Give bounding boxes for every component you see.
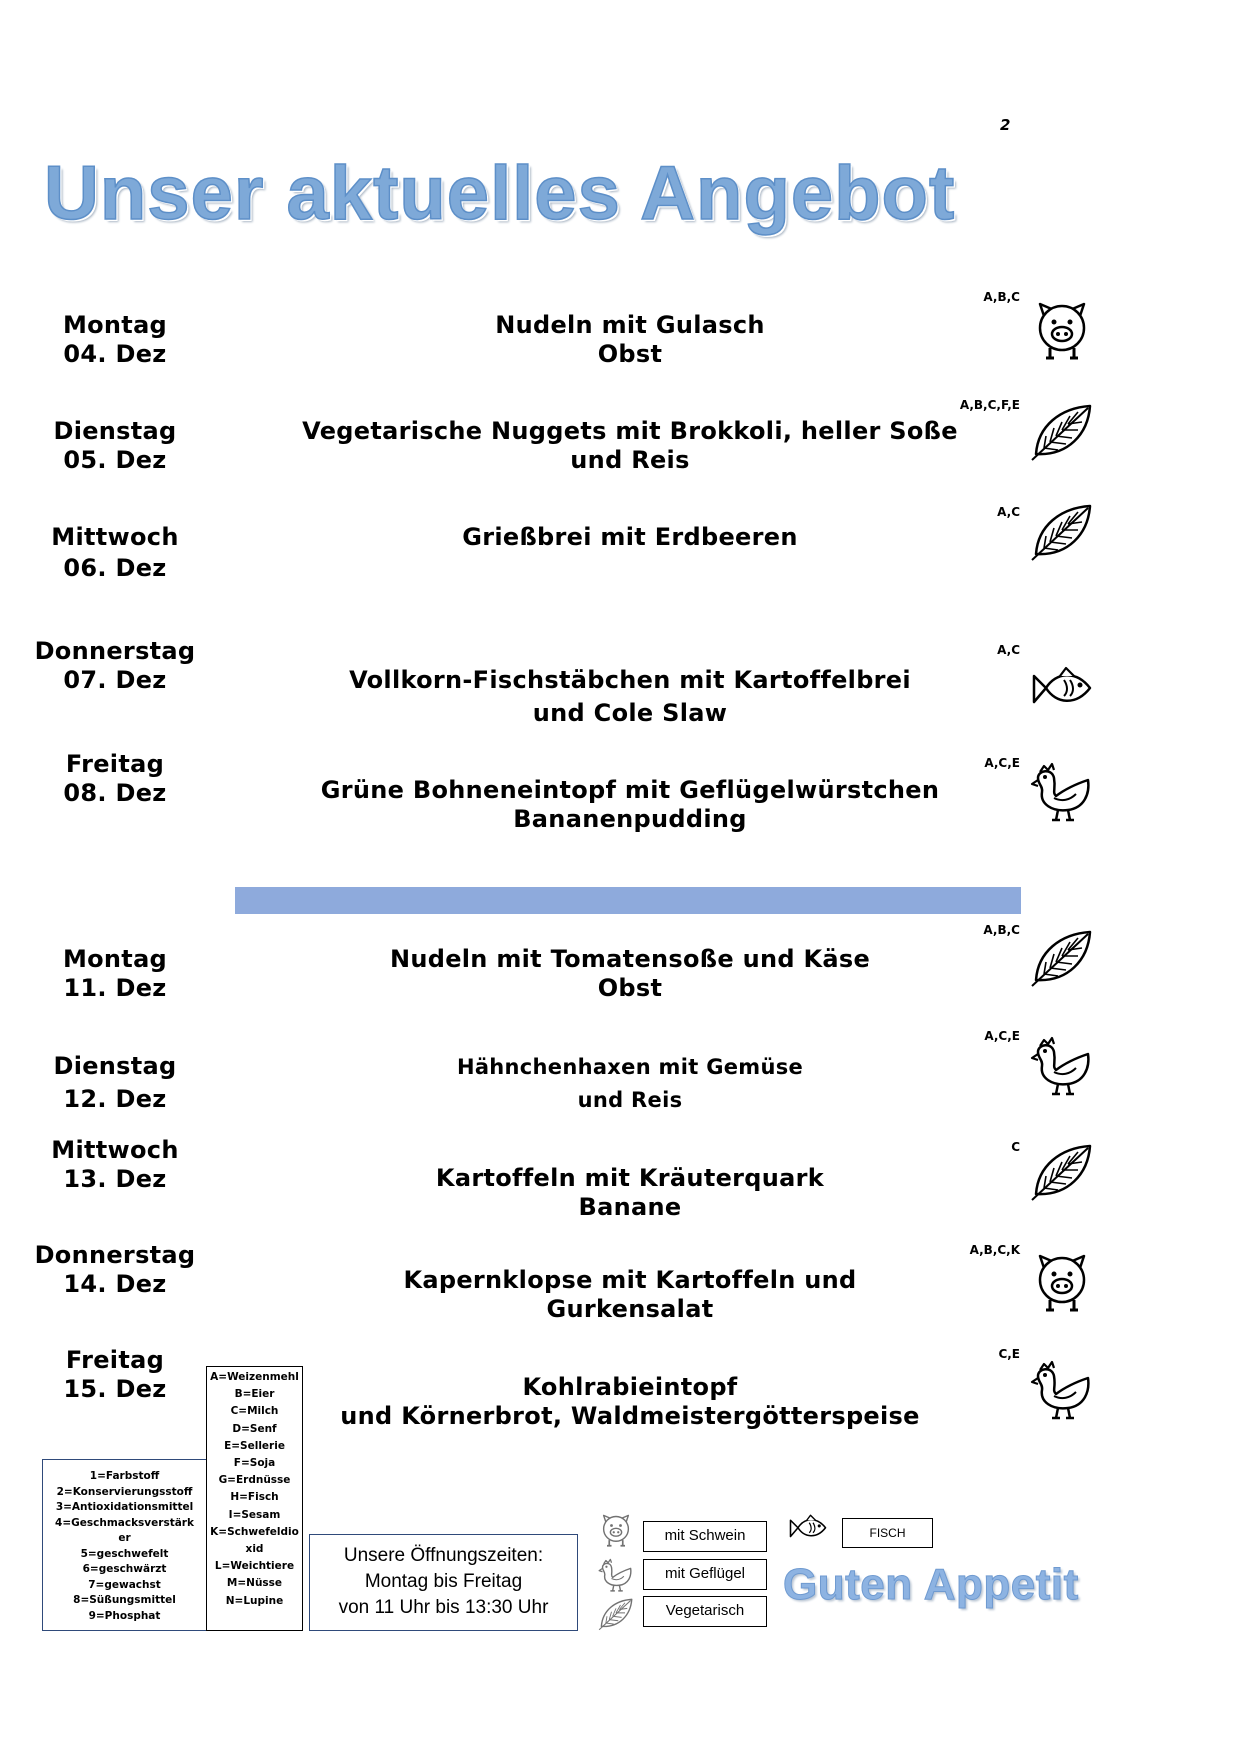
allergen-item: N=Lupine <box>225 1594 284 1607</box>
meal-line: Obst <box>597 974 663 1002</box>
allergens-legend <box>206 1366 303 1631</box>
menu-meal <box>270 776 990 834</box>
day-date: 05. Dez <box>63 446 167 474</box>
day-date: 13. Dez <box>63 1165 167 1193</box>
additive-item: 9=Phosphat <box>88 1609 161 1622</box>
hours-days: Montag bis Freitag <box>364 1571 523 1592</box>
day-name: Freitag <box>65 750 165 778</box>
allergen-codes: A,B,C,F,E <box>959 398 1020 412</box>
allergen-item: xid <box>245 1543 264 1556</box>
meal-line: und Reis <box>570 446 690 474</box>
key-fish: FISCH <box>842 1518 933 1548</box>
leaf-icon <box>598 1596 634 1632</box>
meal-line: Grüne Bohneneintopf mit Geflügelwürstchen <box>320 776 940 804</box>
menu-meal <box>270 311 990 369</box>
menu-meal <box>270 1164 990 1222</box>
menu-day <box>0 750 230 808</box>
additive-item: 1=Farbstoff <box>89 1470 160 1482</box>
allergen-item: A=Weizenmehl <box>210 1371 299 1383</box>
day-name: Dienstag <box>53 1052 177 1080</box>
hours-time: von 11 Uhr bis 13:30 Uhr <box>338 1597 549 1618</box>
allergen-item: K=Schwefeldio <box>210 1525 299 1538</box>
day-date: 08. Dez <box>63 779 167 807</box>
meal-line: Bananenpudding <box>513 805 747 833</box>
meal-line: Grießbrei mit Erdbeeren <box>462 523 798 551</box>
additive-item: 5=geschwefelt <box>80 1547 169 1560</box>
allergen-item: G=Erdnüsse <box>218 1474 291 1487</box>
additive-item: 7=gewachst <box>88 1578 161 1591</box>
meal-line: Gurkensalat <box>546 1295 714 1323</box>
day-name: Mittwoch <box>51 523 179 551</box>
allergen-codes: A,C <box>997 643 1020 657</box>
day-name: Freitag <box>65 1346 165 1374</box>
day-date: 12. Dez <box>63 1085 167 1113</box>
hours-heading: Unsere Öffnungszeiten: <box>343 1545 544 1566</box>
chicken-icon <box>1030 1356 1094 1420</box>
fish-icon <box>784 1509 832 1549</box>
allergen-codes: C,E <box>998 1347 1020 1361</box>
pig-icon <box>1030 1250 1094 1314</box>
menu-day <box>0 1346 230 1404</box>
menu-meal <box>270 1266 990 1324</box>
meal-line: Kohlrabieintopf <box>522 1373 738 1401</box>
meal-line: und Körnerbrot, Waldmeistergötterspeise <box>340 1402 920 1430</box>
day-date: 11. Dez <box>63 974 167 1002</box>
meal-line: Vollkorn-Fischstäbchen mit Kartoffelbrei <box>349 666 911 694</box>
allergen-item: I=Sesam <box>228 1508 281 1521</box>
leaf-icon <box>1030 500 1094 564</box>
day-name: Montag <box>62 311 168 339</box>
meal-line: und Cole Slaw <box>532 699 728 727</box>
meal-line: Obst <box>597 340 663 368</box>
menu-day <box>0 417 230 475</box>
leaf-icon <box>1030 926 1094 990</box>
allergen-codes: A,B,C <box>983 923 1020 937</box>
meal-line: Kapernklopse mit Kartoffeln und <box>403 1266 857 1294</box>
day-name: Mittwoch <box>51 1136 179 1164</box>
pig-icon <box>598 1512 634 1548</box>
day-date: 15. Dez <box>63 1375 167 1403</box>
additive-item: 6=geschwärzt <box>82 1563 167 1575</box>
allergen-item: D=Senf <box>232 1422 277 1435</box>
additive-item: er <box>118 1532 131 1544</box>
allergen-codes: A,B,C,K <box>969 1243 1020 1257</box>
leaf-icon <box>1030 1140 1094 1204</box>
menu-day <box>0 637 230 695</box>
allergen-codes: A,C,E <box>984 756 1020 770</box>
pig-icon <box>1030 298 1094 362</box>
menu-meal <box>270 945 990 1003</box>
meal-line: Nudeln mit Gulasch <box>495 311 765 339</box>
allergen-codes: A,C <box>997 505 1020 519</box>
menu-meal <box>270 1053 990 1115</box>
additive-item: 4=Geschmacksverstärk <box>55 1516 194 1529</box>
opening-hours <box>309 1534 578 1631</box>
menu-meal <box>270 666 990 728</box>
menu-day <box>0 1136 230 1194</box>
meal-line: und Reis <box>577 1088 683 1112</box>
allergen-item: B=Eier <box>234 1388 275 1401</box>
menu-day <box>0 523 230 583</box>
additive-item: 3=Antioxidationsmittel <box>55 1501 194 1513</box>
meal-line: Hähnchenhaxen mit Gemüse <box>456 1055 804 1079</box>
key-vegetarian: Vegetarisch <box>643 1596 767 1627</box>
chicken-icon <box>1030 758 1094 822</box>
allergen-item: F=Soja <box>233 1457 276 1470</box>
menu-day <box>0 945 230 1003</box>
day-name: Montag <box>62 945 168 973</box>
day-date: 14. Dez <box>63 1270 167 1298</box>
key-pork: mit Schwein <box>643 1521 767 1552</box>
day-name: Donnerstag <box>34 1241 196 1269</box>
menu-meal <box>270 1373 990 1431</box>
chicken-icon <box>1030 1032 1094 1096</box>
meal-line: Banane <box>578 1193 682 1221</box>
allergen-codes: A,C,E <box>984 1029 1020 1043</box>
day-date: 06. Dez <box>63 554 167 582</box>
meal-line: Nudeln mit Tomatensoße und Käse <box>389 945 871 973</box>
allergen-item: E=Sellerie <box>224 1439 285 1452</box>
allergen-codes: C <box>1011 1140 1020 1154</box>
page-title: Unser aktuelles Angebot <box>44 151 956 236</box>
allergen-item: M=Nüsse <box>226 1577 283 1590</box>
fish-icon <box>1030 658 1094 722</box>
leaf-icon <box>1030 400 1094 464</box>
meal-line: Kartoffeln mit Kräuterquark <box>435 1164 825 1192</box>
allergen-item: H=Fisch <box>230 1491 279 1504</box>
day-name: Donnerstag <box>34 637 196 665</box>
additives-legend <box>42 1459 207 1631</box>
allergen-codes: A,B,C <box>983 290 1020 304</box>
allergen-item: C=Milch <box>230 1405 279 1418</box>
additive-item: 2=Konservierungsstoff <box>56 1485 193 1498</box>
chicken-icon <box>598 1556 634 1592</box>
day-name: Dienstag <box>53 417 177 445</box>
day-date: 04. Dez <box>63 340 167 368</box>
week-divider <box>235 887 1021 914</box>
page-number: 2 <box>1000 116 1011 134</box>
menu-day <box>0 1052 230 1114</box>
day-date: 07. Dez <box>63 666 167 694</box>
meal-line: Vegetarische Nuggets mit Brokkoli, heller Soße <box>302 417 958 445</box>
menu-day <box>0 1241 230 1299</box>
menu-meal <box>270 417 990 475</box>
additive-item: 8=Süßungsmittel <box>73 1594 176 1606</box>
menu-meal <box>270 523 990 552</box>
menu-day <box>0 311 230 369</box>
closing-greeting: Guten Appetit <box>783 1560 1079 1609</box>
allergen-item: L=Weichtiere <box>214 1560 295 1573</box>
key-poultry: mit Geflügel <box>643 1559 767 1590</box>
